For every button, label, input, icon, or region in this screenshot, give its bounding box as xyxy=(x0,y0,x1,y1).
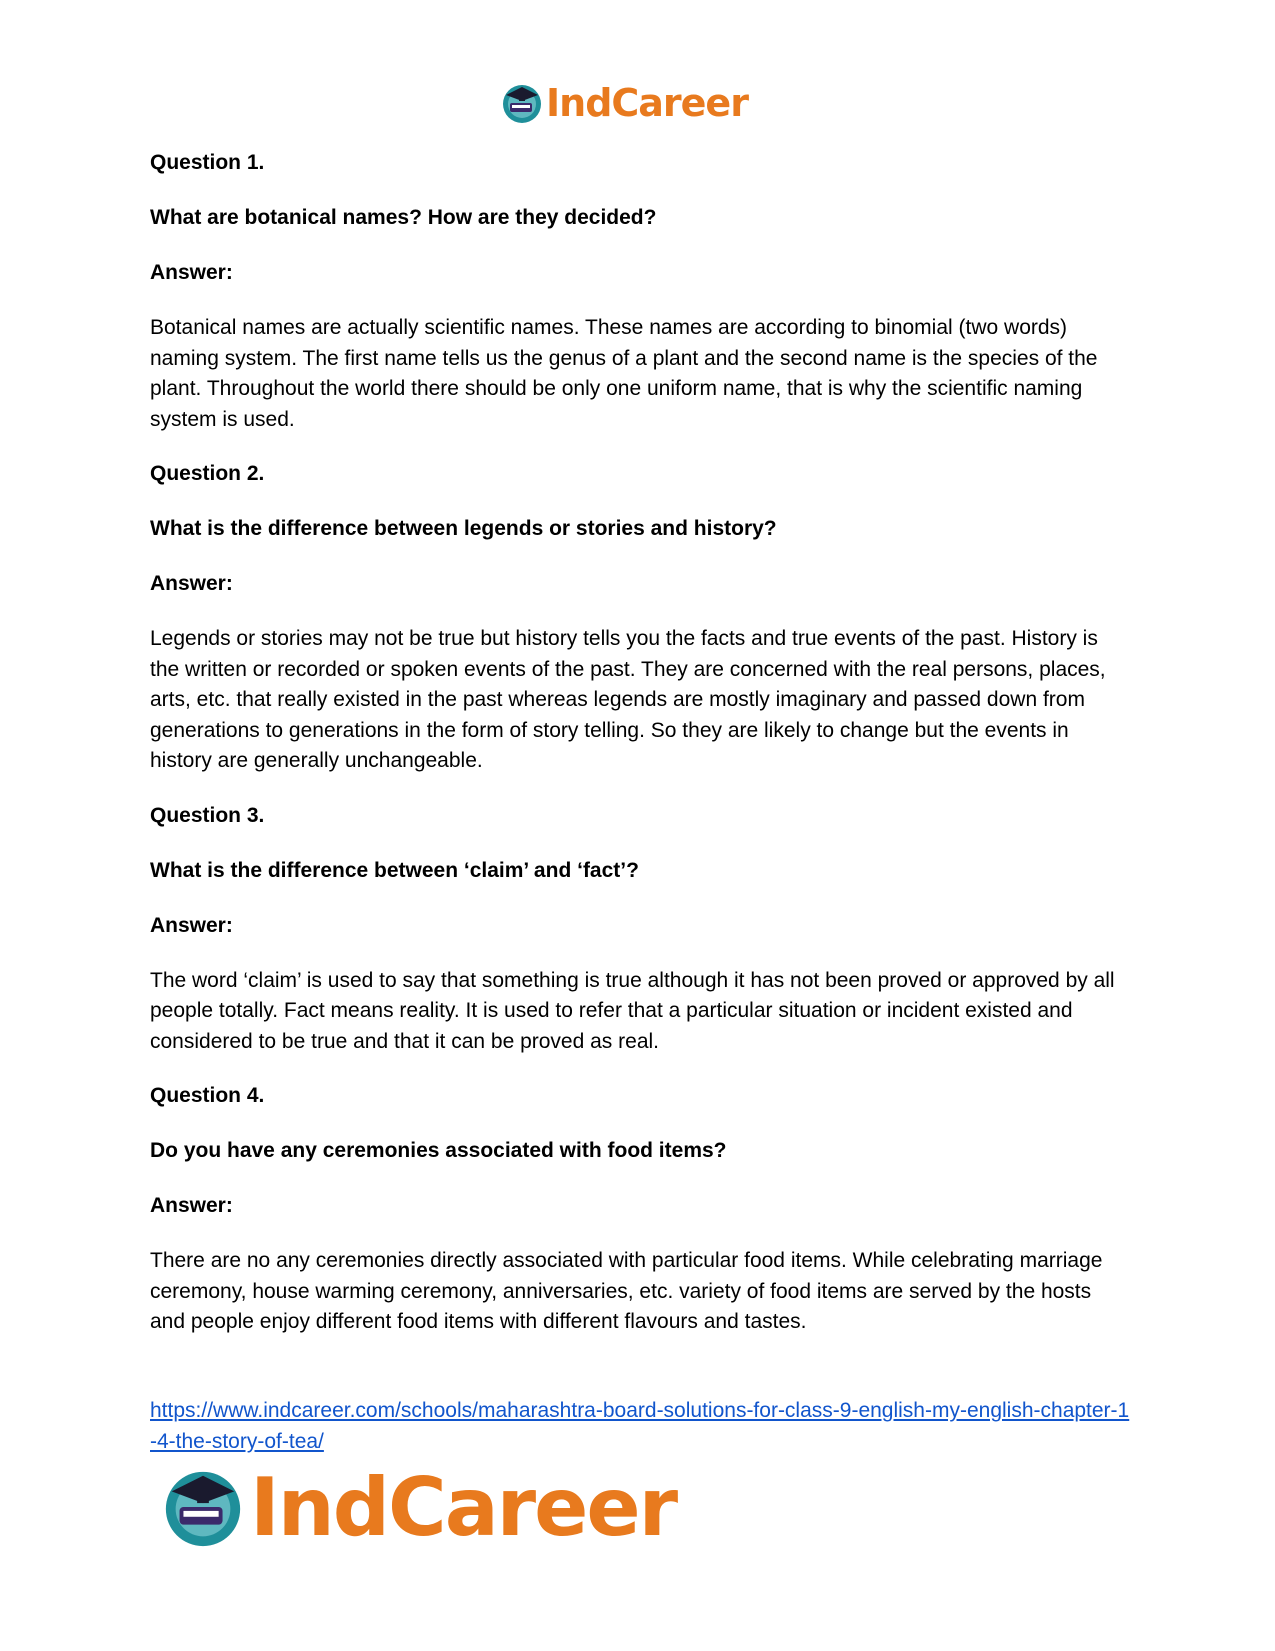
answer-label: Answer: xyxy=(150,913,233,937)
answer-text: Botanical names are actually scientific names. These names are according to binomial (two words) naming system. The first name tells us the genus of a plant and the second name is the species of the plant. Throughout the world there should be only one uniform name, that is why the scientific naming system is used. xyxy=(150,316,1098,431)
source-link[interactable]: https://www.indcareer.com/schools/maharashtra-board-solutions-for-class-9-english-my-english-chapter-1-4-the-story-of-tea/ xyxy=(150,1399,1130,1453)
answer-label: Answer: xyxy=(150,261,233,284)
answer-text: There are no any ceremonies directly associated with particular food items. While celebrating marriage ceremony, house warming ceremony, anniversaries, etc. variety of food items are served by the hosts and people enjoy different food items with different flavours and tastes. xyxy=(150,1249,1103,1333)
answer-label: Answer: xyxy=(150,1194,233,1217)
question-text: What are botanical names? How are they decided? xyxy=(150,206,657,229)
answer-text: Legends or stories may not be true but history tells you the facts and true events of the past. History is the written or recorded or spoken events of the past. They are concerned with the real persons, places, arts, etc. that really existed in the past whereas legends are mostly imaginary and passed down from generations to generations in the form of story telling. So they are likely to change but the events in history are generally unchangeable. xyxy=(150,627,1106,772)
question-label: Question 1. xyxy=(150,151,265,174)
question-text: What is the difference between ‘claim’ and ‘fact’? xyxy=(150,858,639,882)
question-text: Do you have any ceremonies associated with food items? xyxy=(150,1139,727,1162)
logo-text: IndCareer xyxy=(546,81,748,125)
header-logo xyxy=(500,80,748,126)
question-text: What is the difference between legends or stories and history? xyxy=(150,517,777,540)
answer-text: The word ‘claim’ is used to say that something is true although it has not been proved or approved by all people totally. Fact means reality. It is used to refer that a particular situation or incident existed and considered to be true and that it can be proved as real. xyxy=(150,968,1115,1053)
graduation-cap-icon xyxy=(500,81,544,125)
question-label: Question 3. xyxy=(150,803,265,827)
question-label: Question 4. xyxy=(150,1084,265,1107)
question-label: Question 2. xyxy=(150,462,265,485)
logo-text: IndCareer xyxy=(250,1460,677,1554)
document-body xyxy=(150,148,1125,1362)
answer-label: Answer: xyxy=(150,572,233,595)
footer-logo xyxy=(160,1462,676,1552)
graduation-cap-icon xyxy=(160,1464,246,1550)
